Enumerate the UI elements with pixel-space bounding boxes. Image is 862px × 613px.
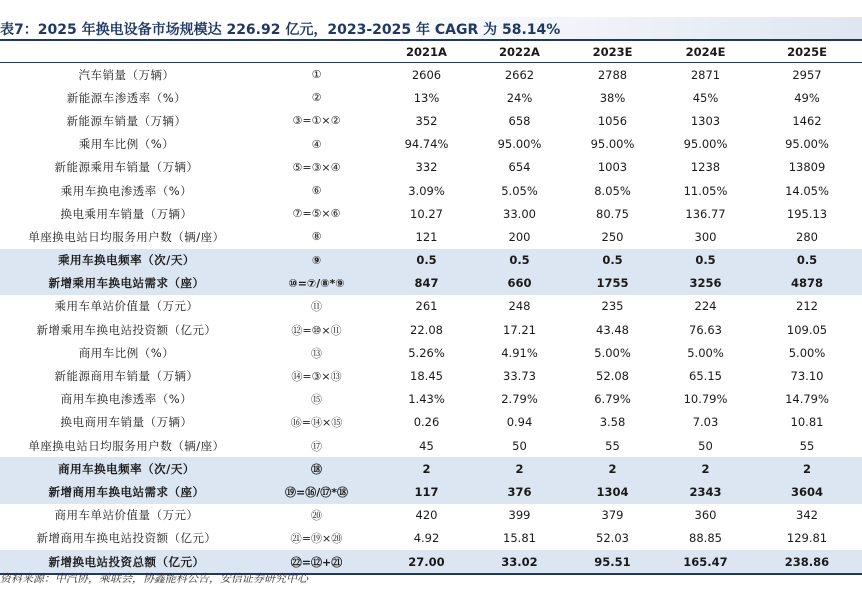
row-label: 新增乘用车换电站投资额（亿元）	[36, 322, 217, 337]
value-cell: 18.45	[410, 369, 443, 384]
row-label: 乘用车比例（%）	[78, 137, 175, 152]
table-row	[0, 341, 862, 364]
table-row	[0, 318, 862, 341]
value-cell: 2606	[411, 67, 442, 82]
value-cell: 33.02	[473, 550, 566, 574]
value-cell: 261	[415, 299, 438, 314]
value-cell: 0.5	[752, 249, 862, 272]
value-cell: 117	[380, 480, 473, 503]
value-cell: 10.79%	[683, 392, 728, 407]
value-cell: 2	[752, 457, 862, 480]
value-cell: 52.08	[596, 369, 629, 384]
row-formula: ⑱	[253, 457, 380, 480]
header-row	[0, 41, 862, 63]
value-cell: 1.43%	[408, 392, 445, 407]
value-cell: 376	[473, 480, 566, 503]
row-label: 换电乘用车销量（万辆）	[60, 206, 193, 221]
row-label: 新增换电站投资总额（亿元）	[0, 550, 253, 574]
value-cell: 235	[601, 299, 624, 314]
row-label: 新能源乘用车销量（万辆）	[54, 160, 199, 175]
value-cell: 360	[694, 508, 717, 523]
value-cell: 65.15	[689, 369, 722, 384]
row-formula: ①	[311, 68, 322, 82]
value-cell: 2.79%	[501, 392, 538, 407]
value-cell: 17.21	[503, 322, 536, 337]
value-cell: 49%	[794, 90, 820, 105]
row-label: 新增商用车换电站投资额（亿元）	[36, 531, 217, 546]
row-formula: ⑮	[311, 393, 322, 407]
value-cell: 847	[380, 272, 473, 295]
row-formula: ⑪	[311, 300, 322, 314]
table-title: 表7：2025 年换电设备市场规模达 226.92 亿元，2023-2025 年 CAGR 为 58.14%	[0, 22, 561, 38]
value-cell: 8.05%	[594, 183, 631, 198]
table-row	[0, 109, 862, 132]
value-cell: 121	[415, 229, 438, 244]
value-cell: 11.05%	[683, 183, 728, 198]
row-label: 商用车单站价值量（万元）	[54, 508, 199, 523]
row-formula: ⑦=⑤×⑥	[292, 207, 341, 221]
row-label: 新能源车渗透率（%）	[66, 90, 187, 105]
header-cell-name	[0, 41, 253, 63]
value-cell: 22.08	[410, 322, 443, 337]
value-cell: 0.5	[566, 249, 659, 272]
value-cell: 13%	[413, 90, 440, 105]
value-cell: 2788	[597, 67, 628, 82]
row-formula: ⑯=⑭×⑮	[290, 416, 343, 430]
value-cell: 250	[601, 229, 624, 244]
row-formula: ⑤=③×④	[292, 160, 341, 174]
value-cell: 10.27	[410, 206, 443, 221]
value-cell: 76.63	[689, 322, 722, 337]
table-row	[0, 179, 862, 202]
value-cell: 200	[508, 229, 531, 244]
value-cell: 224	[694, 299, 717, 314]
value-cell: 50	[512, 438, 527, 453]
value-cell: 3.09%	[408, 183, 445, 198]
value-cell: 0.5	[473, 249, 566, 272]
value-cell: 88.85	[689, 531, 722, 546]
value-cell: 4878	[752, 272, 862, 295]
value-cell: 95.00%	[497, 137, 542, 152]
value-cell: 5.00%	[687, 345, 724, 360]
value-cell: 38%	[599, 90, 626, 105]
table-row	[0, 388, 862, 411]
table-row	[0, 86, 862, 109]
value-cell: 1056	[597, 113, 628, 128]
row-formula: ④	[311, 137, 322, 151]
row-formula: ㉑=⑲×⑳	[290, 532, 343, 546]
header-cell-formula	[253, 41, 380, 63]
value-cell: 658	[508, 113, 531, 128]
value-cell: 95.51	[566, 550, 659, 574]
value-cell: 1003	[597, 160, 628, 175]
value-cell: 3604	[752, 480, 862, 503]
table-row	[0, 202, 862, 225]
table-row	[0, 434, 862, 457]
table-row	[0, 527, 862, 550]
value-cell: 660	[473, 272, 566, 295]
source-note: 资料来源：中汽协，乘联会，协鑫能科公告，安信证券研究中心	[0, 572, 308, 585]
value-cell: 0.26	[413, 415, 440, 430]
value-cell: 45	[419, 438, 434, 453]
value-cell: 52.03	[596, 531, 629, 546]
value-cell: 2	[566, 457, 659, 480]
value-cell: 420	[415, 508, 438, 523]
value-cell: 2662	[504, 67, 535, 82]
row-formula: ③=①×②	[292, 114, 341, 128]
table-row	[0, 272, 862, 295]
value-cell: 94.74%	[404, 137, 449, 152]
value-cell: 10.81	[790, 415, 824, 430]
value-cell: 95.00%	[590, 137, 635, 152]
value-cell: 0.5	[380, 249, 473, 272]
value-cell: 3.58	[599, 415, 626, 430]
table-row	[0, 225, 862, 248]
row-label: 换电商用车销量（万辆）	[60, 415, 193, 430]
row-formula: ⑥	[311, 184, 322, 198]
value-cell: 1462	[792, 113, 822, 128]
table-body	[0, 63, 862, 575]
value-cell: 7.03	[692, 415, 719, 430]
header-cell-2021a: 2021A	[380, 41, 473, 63]
header-cell-2025e: 2025E	[752, 41, 862, 63]
row-formula: ⑨	[253, 249, 380, 272]
value-cell: 4.91%	[501, 345, 538, 360]
table-row	[0, 411, 862, 434]
row-formula: ②	[311, 91, 322, 105]
value-cell: 55	[799, 438, 815, 453]
row-label: 商用车比例（%）	[78, 345, 175, 360]
value-cell: 55	[605, 438, 620, 453]
value-cell: 2	[659, 457, 752, 480]
value-cell: 4.92	[413, 531, 440, 546]
row-label: 汽车销量（万辆）	[78, 67, 175, 82]
table-row	[0, 249, 862, 272]
value-cell: 300	[694, 229, 717, 244]
row-label: 商用车换电频率（次/天）	[0, 457, 253, 480]
row-label: 单座换电站日均服务用户数（辆/座）	[28, 438, 225, 453]
value-cell: 248	[508, 299, 531, 314]
table-title-bar	[0, 17, 862, 41]
row-label: 新增乘用车换电站需求（座）	[0, 272, 253, 295]
value-cell: 33.00	[503, 206, 536, 221]
table-row	[0, 504, 862, 527]
value-cell: 5.00%	[594, 345, 631, 360]
value-cell: 332	[415, 160, 438, 175]
row-label: 商用车换电渗透率（%）	[60, 392, 193, 407]
value-cell: 280	[796, 229, 818, 244]
value-cell: 33.73	[503, 369, 536, 384]
value-cell: 195.13	[786, 206, 828, 221]
header-cell-2023e: 2023E	[566, 41, 659, 63]
table-row	[0, 156, 862, 179]
row-formula: ⑬	[311, 346, 322, 360]
value-cell: 1304	[566, 480, 659, 503]
value-cell: 1238	[690, 160, 721, 175]
value-cell: 2957	[792, 67, 822, 82]
value-cell: 80.75	[596, 206, 629, 221]
row-formula: ⑫=⑩×⑪	[291, 323, 342, 337]
value-cell: 50	[698, 438, 713, 453]
row-label: 新能源车销量（万辆）	[66, 113, 187, 128]
value-cell: 654	[508, 160, 531, 175]
row-formula: ⑭=③×⑬	[291, 370, 342, 384]
table-row	[0, 457, 862, 480]
row-label: 乘用车换电渗透率（%）	[60, 183, 193, 198]
value-cell: 212	[796, 299, 818, 314]
value-cell: 136.77	[685, 206, 726, 221]
value-cell: 2343	[659, 480, 752, 503]
row-label: 单座换电站日均服务用户数（辆/座）	[28, 229, 225, 244]
value-cell: 5.00%	[788, 345, 826, 360]
value-cell: 0.94	[506, 415, 533, 430]
value-cell: 15.81	[503, 531, 536, 546]
value-cell: 43.48	[596, 322, 629, 337]
table-row	[0, 480, 862, 503]
value-cell: 399	[508, 508, 531, 523]
value-cell: 3256	[659, 272, 752, 295]
value-cell: 14.05%	[785, 183, 829, 198]
value-cell: 13809	[788, 160, 826, 175]
row-formula: ⑰	[311, 439, 322, 453]
row-label: 乘用车换电频率（次/天）	[0, 249, 253, 272]
value-cell: 5.05%	[501, 183, 538, 198]
value-cell: 2871	[690, 67, 721, 82]
value-cell: 342	[796, 508, 818, 523]
table-row	[0, 133, 862, 156]
table-row	[0, 295, 862, 318]
row-formula: ⑳	[311, 509, 322, 523]
value-cell: 1303	[690, 113, 721, 128]
data-table	[0, 41, 862, 575]
row-formula: ⑲=⑯/⑰*⑱	[253, 480, 380, 503]
value-cell: 238.86	[752, 550, 862, 574]
value-cell: 95.00%	[785, 137, 829, 152]
value-cell: 27.00	[380, 550, 473, 574]
table-row	[0, 63, 862, 87]
value-cell: 24%	[506, 90, 533, 105]
table-row	[0, 364, 862, 387]
value-cell: 129.81	[786, 531, 828, 546]
value-cell: 1755	[566, 272, 659, 295]
row-formula: ㉒=⑫+㉑	[253, 550, 380, 574]
value-cell: 5.26%	[408, 345, 445, 360]
value-cell: 2	[473, 457, 566, 480]
value-cell: 14.79%	[785, 392, 829, 407]
row-formula: ⑩=⑦/⑧*⑨	[253, 272, 380, 295]
row-label: 乘用车单站价值量（万元）	[54, 299, 199, 314]
value-cell: 45%	[692, 90, 719, 105]
value-cell: 0.5	[659, 249, 752, 272]
value-cell: 109.05	[786, 322, 828, 337]
row-label: 新能源商用车销量（万辆）	[54, 369, 199, 384]
header-cell-2022a: 2022A	[473, 41, 566, 63]
header-cell-2024e: 2024E	[659, 41, 752, 63]
value-cell: 6.79%	[594, 392, 631, 407]
value-cell: 95.00%	[683, 137, 728, 152]
value-cell: 165.47	[659, 550, 752, 574]
row-label: 新增商用车换电站需求（座）	[0, 480, 253, 503]
value-cell: 73.10	[790, 369, 824, 384]
row-formula: ⑧	[311, 230, 322, 244]
value-cell: 379	[601, 508, 624, 523]
value-cell: 2	[380, 457, 473, 480]
value-cell: 352	[415, 113, 438, 128]
